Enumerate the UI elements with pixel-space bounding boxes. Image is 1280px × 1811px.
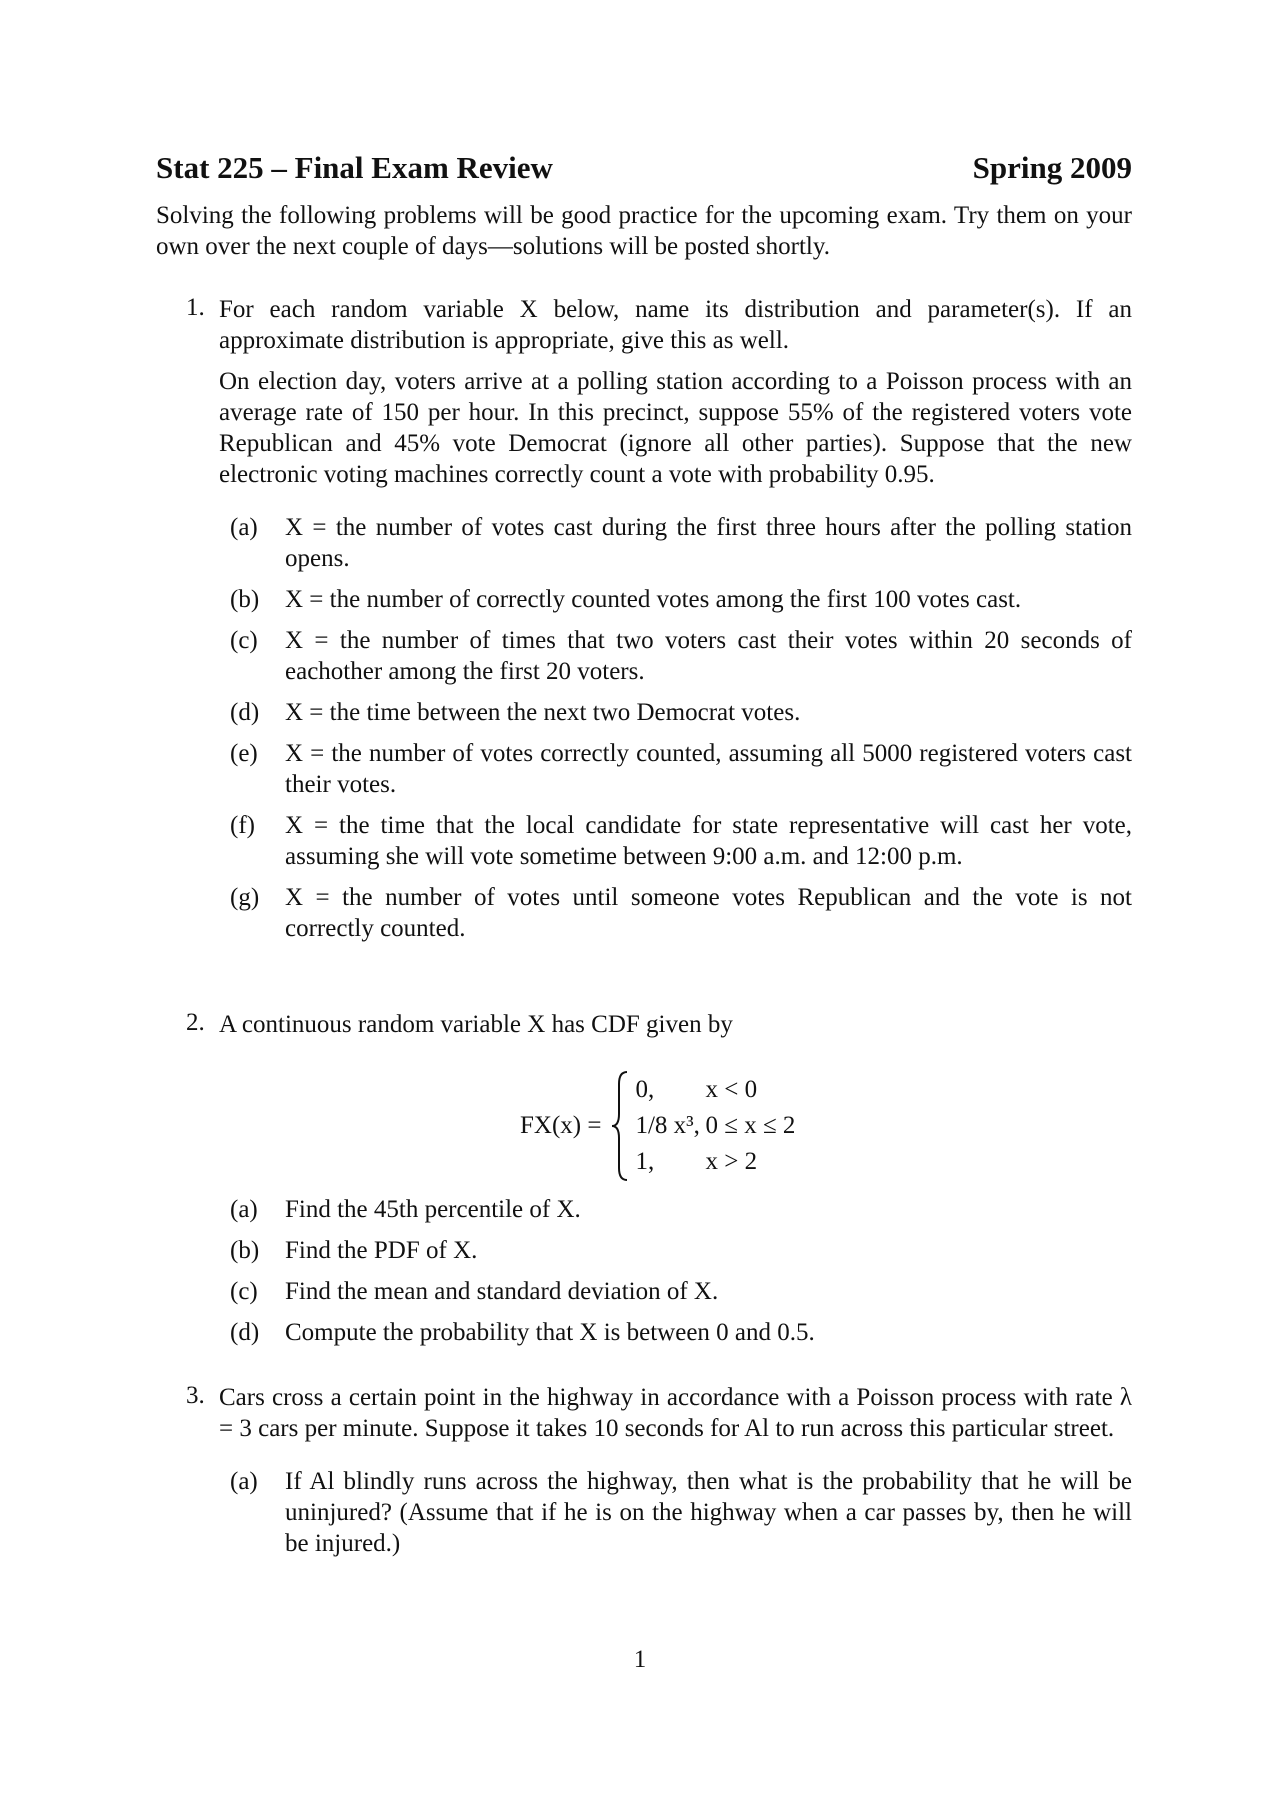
case-value: 0, — [635, 1076, 655, 1103]
problem-2-part-c: (c) Find the mean and standard deviation of X. — [230, 1278, 719, 1305]
case-condition: 0 ≤ x ≤ 2 — [705, 1112, 796, 1139]
term: Spring 2009 — [972, 150, 1132, 185]
problem-2-text: A continuous random variable X has CDF given by — [219, 1011, 733, 1038]
case-value: 1, — [635, 1148, 655, 1175]
problem-2-part-b: (b) Find the PDF of X. — [230, 1237, 478, 1264]
case-condition: x < 0 — [705, 1076, 758, 1103]
case-condition: x > 2 — [705, 1148, 758, 1175]
problem-number: 2. — [186, 1009, 205, 1036]
problem-1-part-g: (g) X = the number of votes until someone votes Republican and the vote is not correctly counted. — [230, 884, 1132, 942]
problem-3-text: Cars cross a certain point in the highway in accordance with a Poisson process with rate λ = 3 cars per minute. Suppose it takes 10 seconds for Al to run across this particular street. — [219, 1384, 1132, 1442]
cdf-equation — [520, 1070, 825, 1182]
problem-1-part-b: (b) X = the number of correctly counted votes among the first 100 votes cast. — [230, 586, 1022, 613]
problem-2-part-d: (d) Compute the probability that X is between 0 and 0.5. — [230, 1319, 815, 1346]
problem-1-part-f: (f) X = the time that the local candidate for state representative will cast her vote, assuming she will vote sometime between 9:00 a.m. and 12:00 p.m. — [230, 812, 1132, 870]
problem-3-part-a: (a) If Al blindly runs across the highway, then what is the probability that he will be uninjured? (Assume that if he is on the highway when a car passes by, then he will be injured.) — [230, 1468, 1132, 1557]
problem-2-part-a: (a) Find the 45th percentile of X. — [230, 1196, 581, 1223]
problem-1-part-d: (d) X = the time between the next two Democrat votes. — [230, 699, 801, 726]
header — [156, 150, 1132, 186]
problem-2-parts — [156, 1194, 1132, 1348]
cdf-lhs: FX(x) = — [520, 1112, 602, 1139]
problem-1-part-e: (e) X = the number of votes correctly counted, assuming all 5000 registered voters cast their votes. — [230, 740, 1132, 798]
left-brace-icon — [609, 1070, 631, 1182]
problem-3 — [156, 1382, 1132, 1559]
problem-2 — [156, 1009, 1132, 1040]
course-title: Stat 225 – Final Exam Review — [156, 150, 553, 185]
problem-1-part-a: (a) X = the number of votes cast during the first three hours after the polling station opens. — [230, 514, 1132, 572]
cdf-cases — [635, 1075, 825, 1177]
page-number: 1 — [633, 1646, 647, 1673]
case-value: 1/8 x³, — [635, 1112, 700, 1139]
problem-1 — [156, 294, 1132, 944]
intro-paragraph: Solving the following problems will be good practice for the upcoming exam. Try them on your own over the next couple of days—solutions will be posted shortly. — [156, 202, 1132, 260]
problem-1-part-c: (c) X = the number of times that two voters cast their votes within 20 seconds of eachother among the first 20 voters. — [230, 627, 1132, 685]
problem-number: 3. — [186, 1382, 205, 1409]
problem-1-context: On election day, voters arrive at a polling station according to a Poisson process with an average rate of 150 per hour. In this precinct, suppose 55% of the registered voters vote Republican and 45% vote Democrat (ignore all other parties). Suppose that the new electronic voting machines correctly count a vote with probability 0.95. — [219, 368, 1132, 488]
problem-number: 1. — [186, 294, 205, 321]
problem-1-text: For each random variable X below, name its distribution and parameter(s). If an approximate distribution is appropriate, give this as well. — [219, 296, 1132, 354]
